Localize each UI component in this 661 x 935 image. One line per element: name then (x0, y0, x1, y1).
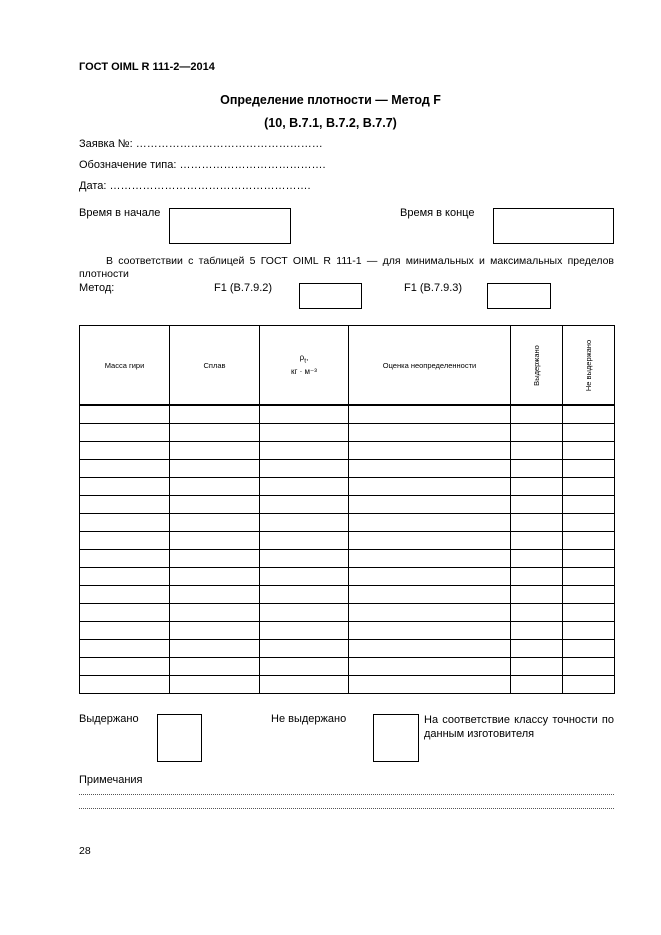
col-mass-header: Масса гири (80, 326, 170, 406)
table-row (80, 640, 615, 658)
cell-uncertainty[interactable] (349, 568, 511, 586)
cell-passed[interactable] (511, 604, 563, 622)
table-row (80, 586, 615, 604)
cell-rho[interactable] (260, 514, 349, 532)
cell-failed[interactable] (563, 640, 615, 658)
page-number: 28 (79, 845, 91, 857)
table-row (80, 478, 615, 496)
table-row (80, 550, 615, 568)
cell-mass[interactable] (80, 586, 170, 604)
cell-alloy[interactable] (170, 586, 260, 604)
cell-uncertainty[interactable] (349, 622, 511, 640)
table-row (80, 622, 615, 640)
start-time-box[interactable] (169, 208, 291, 244)
cell-uncertainty[interactable] (349, 478, 511, 496)
cell-uncertainty[interactable] (349, 658, 511, 676)
cell-alloy[interactable] (170, 604, 260, 622)
cell-alloy[interactable] (170, 442, 260, 460)
notes-label: Примечания (79, 774, 143, 786)
cell-alloy[interactable] (170, 478, 260, 496)
method-option1-box[interactable] (299, 283, 362, 309)
cell-rho[interactable] (260, 676, 349, 694)
table-row (80, 442, 615, 460)
cell-uncertainty[interactable] (349, 676, 511, 694)
table-row (80, 676, 615, 694)
cell-passed[interactable] (511, 568, 563, 586)
cell-uncertainty[interactable] (349, 532, 511, 550)
cell-uncertainty[interactable] (349, 640, 511, 658)
cell-alloy[interactable] (170, 622, 260, 640)
cell-uncertainty[interactable] (349, 442, 511, 460)
cell-uncertainty[interactable] (349, 514, 511, 532)
date-field[interactable]: Дата: ………………………………………………. (79, 180, 311, 192)
cell-mass[interactable] (80, 532, 170, 550)
cell-mass[interactable] (80, 604, 170, 622)
cell-alloy[interactable] (170, 676, 260, 694)
cell-passed[interactable] (511, 424, 563, 442)
cell-mass[interactable] (80, 550, 170, 568)
end-time-box[interactable] (493, 208, 614, 244)
cell-passed[interactable] (511, 496, 563, 514)
cell-mass[interactable] (80, 640, 170, 658)
cell-mass[interactable] (80, 442, 170, 460)
cell-passed[interactable] (511, 586, 563, 604)
cell-mass[interactable] (80, 496, 170, 514)
cell-alloy[interactable] (170, 550, 260, 568)
cell-passed[interactable] (511, 478, 563, 496)
cell-passed[interactable] (511, 550, 563, 568)
cell-rho[interactable] (260, 622, 349, 640)
cell-failed[interactable] (563, 496, 615, 514)
cell-passed[interactable] (511, 532, 563, 550)
result-failed-label: Не выдержано (271, 713, 347, 725)
failed-header-text: Не выдержано (584, 339, 594, 391)
cell-passed[interactable] (511, 405, 563, 424)
cell-rho[interactable] (260, 532, 349, 550)
cell-rho[interactable] (260, 550, 349, 568)
cell-failed[interactable] (563, 478, 615, 496)
cell-uncertainty[interactable] (349, 496, 511, 514)
cell-alloy[interactable] (170, 405, 260, 424)
method-option2-label: F1 (B.7.9.3) (404, 282, 463, 294)
table-header-row (80, 326, 615, 406)
cell-failed[interactable] (563, 622, 615, 640)
cell-failed[interactable] (563, 514, 615, 532)
cell-passed[interactable] (511, 622, 563, 640)
cell-alloy[interactable] (170, 640, 260, 658)
table-row (80, 424, 615, 442)
cell-mass[interactable] (80, 424, 170, 442)
cell-failed[interactable] (563, 586, 615, 604)
cell-failed[interactable] (563, 532, 615, 550)
cell-passed[interactable] (511, 514, 563, 532)
cell-failed[interactable] (563, 442, 615, 460)
table-row (80, 658, 615, 676)
col-rho-header: $\rho_t$, кг · м⁻³ (260, 326, 349, 406)
cell-mass[interactable] (80, 658, 170, 676)
table-row (80, 460, 615, 478)
rho-symbol: ρ (299, 353, 305, 363)
cell-rho[interactable] (260, 424, 349, 442)
cell-alloy[interactable] (170, 460, 260, 478)
page-title: Определение плотности — Метод F (220, 93, 441, 107)
standard-header: ГОСТ OIML R 111-2—2014 (79, 61, 215, 73)
type-designation-field[interactable]: Обозначение типа: …………………………………. (79, 159, 326, 171)
cell-failed[interactable] (563, 424, 615, 442)
table-row (80, 496, 615, 514)
cell-failed[interactable] (563, 550, 615, 568)
cell-rho[interactable] (260, 586, 349, 604)
result-failed-box[interactable] (373, 714, 419, 762)
notes-line-2[interactable] (79, 808, 614, 809)
cell-rho[interactable] (260, 460, 349, 478)
cell-mass[interactable] (80, 405, 170, 424)
cell-uncertainty[interactable] (349, 586, 511, 604)
cell-alloy[interactable] (170, 568, 260, 586)
cell-mass[interactable] (80, 460, 170, 478)
cell-mass[interactable] (80, 622, 170, 640)
rho-subscript: t (304, 357, 307, 365)
cell-passed[interactable] (511, 676, 563, 694)
cell-rho[interactable] (260, 442, 349, 460)
table-row (80, 532, 615, 550)
cell-uncertainty[interactable] (349, 424, 511, 442)
cell-failed[interactable] (563, 568, 615, 586)
cell-uncertainty[interactable] (349, 405, 511, 424)
cell-mass[interactable] (80, 568, 170, 586)
col-failed-header (563, 326, 615, 406)
cell-uncertainty[interactable] (349, 604, 511, 622)
result-passed-label: Выдержано (79, 713, 139, 725)
col-alloy-header: Сплав (170, 326, 260, 406)
table-row (80, 568, 615, 586)
method-option1-label: F1 (B.7.9.2) (214, 282, 273, 294)
cell-alloy[interactable] (170, 514, 260, 532)
notes-line-1[interactable] (79, 794, 614, 795)
cell-rho[interactable] (260, 658, 349, 676)
table-row (80, 514, 615, 532)
col-passed-header (511, 326, 563, 406)
cell-failed[interactable] (563, 460, 615, 478)
cell-rho[interactable] (260, 478, 349, 496)
cell-alloy[interactable] (170, 658, 260, 676)
cell-alloy[interactable] (170, 532, 260, 550)
application-field[interactable]: Заявка №: …………………………………………… (79, 138, 323, 150)
cell-uncertainty[interactable] (349, 460, 511, 478)
cell-rho[interactable] (260, 496, 349, 514)
cell-passed[interactable] (511, 442, 563, 460)
result-passed-box[interactable] (157, 714, 202, 762)
manufacturer-class-label: На соответствие классу точности по данным изготовителя (424, 714, 614, 740)
cell-rho[interactable] (260, 568, 349, 586)
density-table (79, 325, 615, 694)
table-row (80, 604, 615, 622)
table-row (80, 405, 615, 424)
cell-passed[interactable] (511, 640, 563, 658)
cell-rho[interactable] (260, 405, 349, 424)
cell-failed[interactable] (563, 658, 615, 676)
cell-alloy[interactable] (170, 496, 260, 514)
cell-failed[interactable] (563, 604, 615, 622)
cell-alloy[interactable] (170, 424, 260, 442)
end-time-label: Время в конце (400, 207, 475, 219)
cell-mass[interactable] (80, 676, 170, 694)
cell-rho[interactable] (260, 604, 349, 622)
cell-rho[interactable] (260, 640, 349, 658)
cell-mass[interactable] (80, 514, 170, 532)
cell-passed[interactable] (511, 658, 563, 676)
cell-mass[interactable] (80, 478, 170, 496)
passed-header-text: Выдержано (532, 344, 541, 386)
page-subtitle: (10, B.7.1, B.7.2, B.7.7) (264, 116, 397, 130)
cell-failed[interactable] (563, 676, 615, 694)
conformity-paragraph: В соответствии с таблицей 5 ГОСТ OIML R 111-1 — для минимальных и максимальных пределов плотности (79, 255, 614, 280)
cell-uncertainty[interactable] (349, 550, 511, 568)
col-uncertainty-header: Оценка неопределенности (349, 326, 511, 406)
cell-passed[interactable] (511, 460, 563, 478)
method-label: Метод: (79, 282, 115, 294)
cell-failed[interactable] (563, 405, 615, 424)
method-option2-box[interactable] (487, 283, 551, 309)
start-time-label: Время в начале (79, 207, 161, 219)
rho-unit: кг · м⁻³ (291, 366, 317, 376)
